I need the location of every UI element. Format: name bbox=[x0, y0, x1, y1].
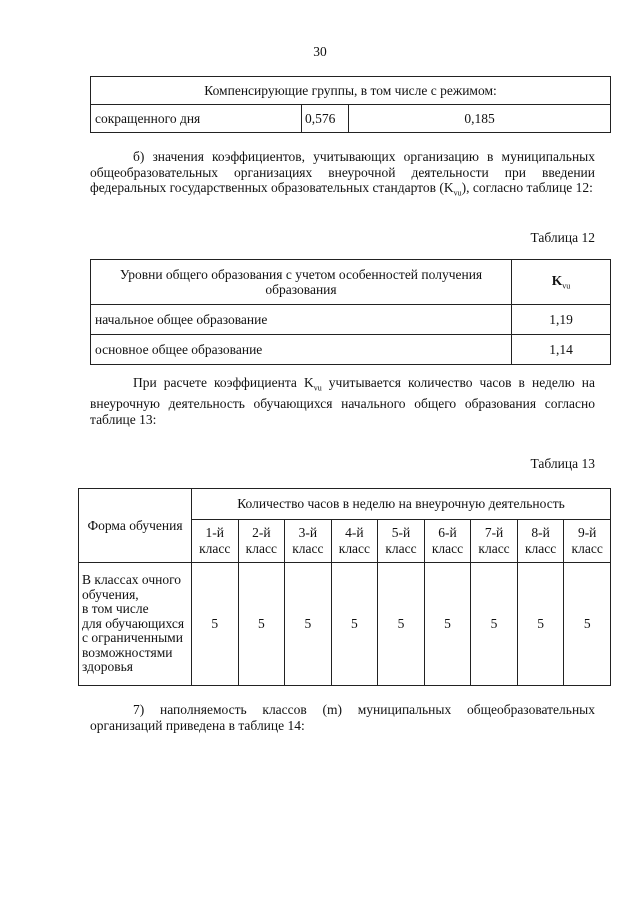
table13-row-label-line: здоровья bbox=[82, 659, 133, 675]
table13-class-line: класс bbox=[245, 541, 277, 556]
table13-class-header bbox=[564, 520, 611, 563]
table13-class-line: класс bbox=[292, 541, 324, 556]
table13-class-header bbox=[238, 520, 285, 563]
comp-row-value-2: 0,185 bbox=[349, 105, 611, 133]
table13-class-line: класс bbox=[478, 541, 510, 556]
table13-head-hours: Количество часов в неделю на внеурочную деятельность bbox=[192, 489, 611, 520]
compensating-groups-table bbox=[90, 76, 611, 133]
table13-class-line: 5-й bbox=[391, 525, 411, 540]
table13-class-line: 3-й bbox=[298, 525, 318, 540]
para2-sub: vu bbox=[313, 383, 322, 393]
comp-row-name: сокращенного дня bbox=[91, 105, 302, 133]
table13-class-line: класс bbox=[385, 541, 417, 556]
table-row bbox=[79, 563, 611, 686]
table12-row-name: основное общее образование bbox=[91, 335, 512, 365]
table12-head-sub: vu bbox=[562, 281, 571, 291]
table13-value: 5 bbox=[238, 563, 285, 686]
table13-class-header bbox=[331, 520, 378, 563]
para1-sub: vu bbox=[453, 188, 462, 198]
table12-row-name: начальное общее образование bbox=[91, 305, 512, 335]
table13-value: 5 bbox=[331, 563, 378, 686]
table13-class-header bbox=[471, 520, 518, 563]
table12-row-value: 1,19 bbox=[512, 305, 611, 335]
table13-value: 5 bbox=[517, 563, 564, 686]
table13-row-label-line: для обучающихся bbox=[82, 615, 185, 631]
table13-class-line: класс bbox=[431, 541, 464, 556]
table-12 bbox=[90, 259, 611, 365]
table13-row-label-line: в том числе bbox=[82, 601, 149, 617]
paragraph-coefficients bbox=[90, 149, 595, 201]
paragraph-occupancy bbox=[90, 702, 595, 733]
table13-class-line: класс bbox=[571, 541, 603, 556]
table13-head-form: Форма обучения bbox=[79, 489, 192, 563]
para2-text: учитывается количество часов в неделю на внеурочную деятельность обучающихся начального общего образования согласно таблице 13: bbox=[90, 375, 595, 427]
table13-class-header bbox=[424, 520, 471, 563]
table13-class-line: 7-й bbox=[484, 525, 504, 540]
table12-head-k: K bbox=[551, 273, 563, 289]
table13-row-label-line: обучения, bbox=[82, 586, 139, 602]
table-row bbox=[91, 305, 611, 335]
table13-value: 5 bbox=[192, 563, 239, 686]
table13-class-line: класс bbox=[338, 541, 371, 556]
para2-lead: При расчете коэффициента K bbox=[133, 375, 314, 390]
table-row bbox=[91, 335, 611, 365]
table13-row-label-line: с ограниченными bbox=[82, 630, 183, 646]
para1-tail: ), согласно таблице 12: bbox=[461, 180, 593, 195]
paragraph-calculation bbox=[90, 375, 595, 427]
table13-row-label-line: возможностями bbox=[82, 644, 173, 660]
table13-value: 5 bbox=[424, 563, 471, 686]
comp-row-value-1: 0,576 bbox=[302, 105, 349, 133]
table13-class-line: 9-й bbox=[577, 525, 597, 540]
table12-caption: Таблица 12 bbox=[530, 230, 595, 245]
table13-class-header bbox=[192, 520, 239, 563]
table13-class-line: класс bbox=[199, 541, 231, 556]
table13-class-line: 1-й bbox=[205, 525, 225, 540]
table13-class-header bbox=[517, 520, 564, 563]
table13-value: 5 bbox=[378, 563, 425, 686]
table13-class-line: 6-й bbox=[438, 525, 457, 540]
table13-row-label-line: В классах очного bbox=[82, 572, 182, 588]
table13-row-label bbox=[79, 563, 192, 686]
table13-class-header bbox=[378, 520, 425, 563]
table13-class-line: 2-й bbox=[252, 525, 271, 540]
table12-row-value: 1,14 bbox=[512, 335, 611, 365]
table13-class-line: 8-й bbox=[531, 525, 550, 540]
table13-class-header bbox=[285, 520, 332, 563]
table-row bbox=[91, 105, 611, 133]
table13-caption: Таблица 13 bbox=[530, 456, 595, 471]
comp-table-header: Компенсирующие группы, в том числе с режимом: bbox=[91, 77, 611, 105]
table13-value: 5 bbox=[471, 563, 518, 686]
table12-head-right bbox=[512, 260, 611, 305]
page-number: 30 bbox=[313, 44, 327, 59]
table13-value: 5 bbox=[564, 563, 611, 686]
table13-value: 5 bbox=[285, 563, 332, 686]
table12-head-left: Уровни общего образования с учетом особенностей получения образования bbox=[91, 260, 512, 305]
table-13 bbox=[78, 488, 611, 686]
table13-class-line: 4-й bbox=[345, 525, 364, 540]
table13-class-line: класс bbox=[524, 541, 557, 556]
para1-text: б) значения коэффициентов, учитывающих организацию в муниципальных общеобразовательных организациях внеурочной деятельности при введении федеральных государственных образовательных стандартов (K bbox=[90, 149, 595, 195]
para3-text: 7) наполняемость классов (m) муниципальных общеобразовательных организаций приведена в таблице 14: bbox=[90, 702, 595, 733]
